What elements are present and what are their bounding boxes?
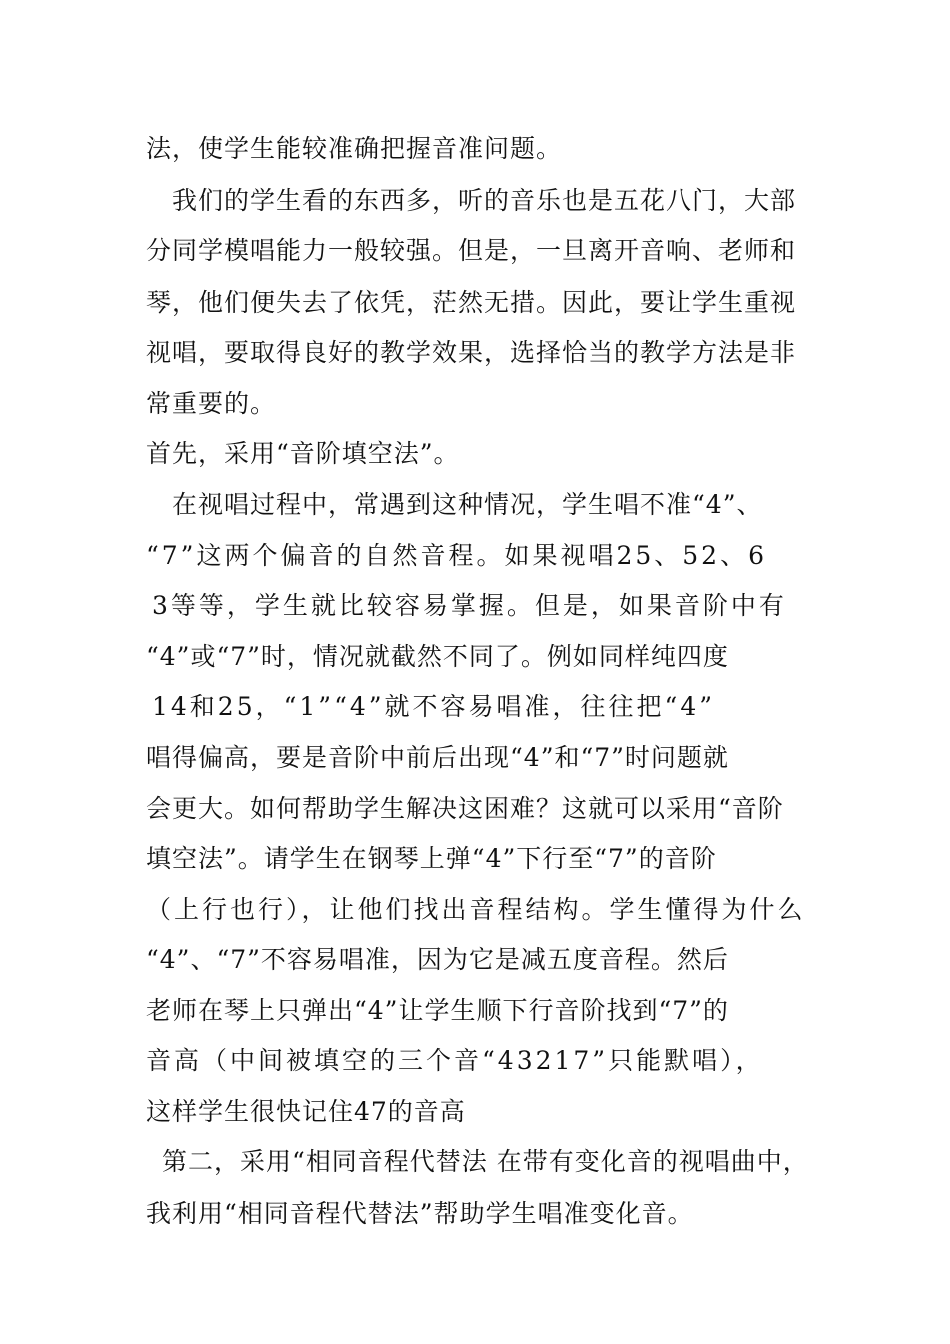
- text-line: 3等等，学生就比较容易掌握。但是，如果音阶中有: [152, 591, 787, 620]
- text-line: 我利用“相同音程代替法”帮助学生唱准变化音。: [146, 1199, 694, 1228]
- section-heading-first: 首先，采用“音阶填空法”。: [146, 439, 460, 468]
- text-line: 音高（中间被填空的三个音“43217”只能默唱），: [146, 1046, 764, 1075]
- text-line: 唱得偏高，要是音阶中前后出现“4”和“7”时问题就: [146, 743, 729, 772]
- text-line: 14和25，“1”“4”就不容易唱准，往往把“4”: [152, 692, 716, 721]
- text-line: 填空法”。请学生在钢琴上弹“4”下行至“7”的音阶: [146, 844, 717, 873]
- text-line: 法，使学生能较准确把握音准问题。: [146, 134, 563, 163]
- text-line: “4”、“7”不容易唱准，因为它是减五度音程。然后: [146, 945, 729, 974]
- text-line: 视唱，要取得良好的教学效果，选择恰当的教学方法是非: [146, 338, 797, 367]
- text-line: （上行也行），让他们找出音程结构。学生懂得为什么: [146, 895, 806, 924]
- text-line: 在视唱过程中，常遇到这种情况，学生唱不准“4”、: [172, 490, 763, 519]
- text-line: “4”或“7”时，情况就截然不同了。例如同样纯四度: [146, 642, 729, 671]
- text-line: 分同学模唱能力一般较强。但是，一旦离开音响、老师和: [146, 236, 797, 265]
- text-line: 会更大。如何帮助学生解决这困难？这就可以采用“音阶: [146, 794, 784, 823]
- text-line: 常重要的。: [146, 389, 277, 418]
- text-line: “7”这两个偏音的自然音程。如果视唱25、52、6: [146, 541, 767, 570]
- text-line: 琴，他们便失去了依凭，茫然无措。因此，要让学生重视: [146, 288, 797, 317]
- section-heading-second: 第二，采用“相同音程代替法 在带有变化音的视唱曲中，: [162, 1147, 809, 1176]
- text-line: 这样学生很快记住47的音高: [146, 1097, 466, 1126]
- text-line: 我们的学生看的东西多，听的音乐也是五花八门，大部: [172, 186, 797, 215]
- text-line: 老师在琴上只弹出“4”让学生顺下行音阶找到“7”的: [146, 996, 729, 1025]
